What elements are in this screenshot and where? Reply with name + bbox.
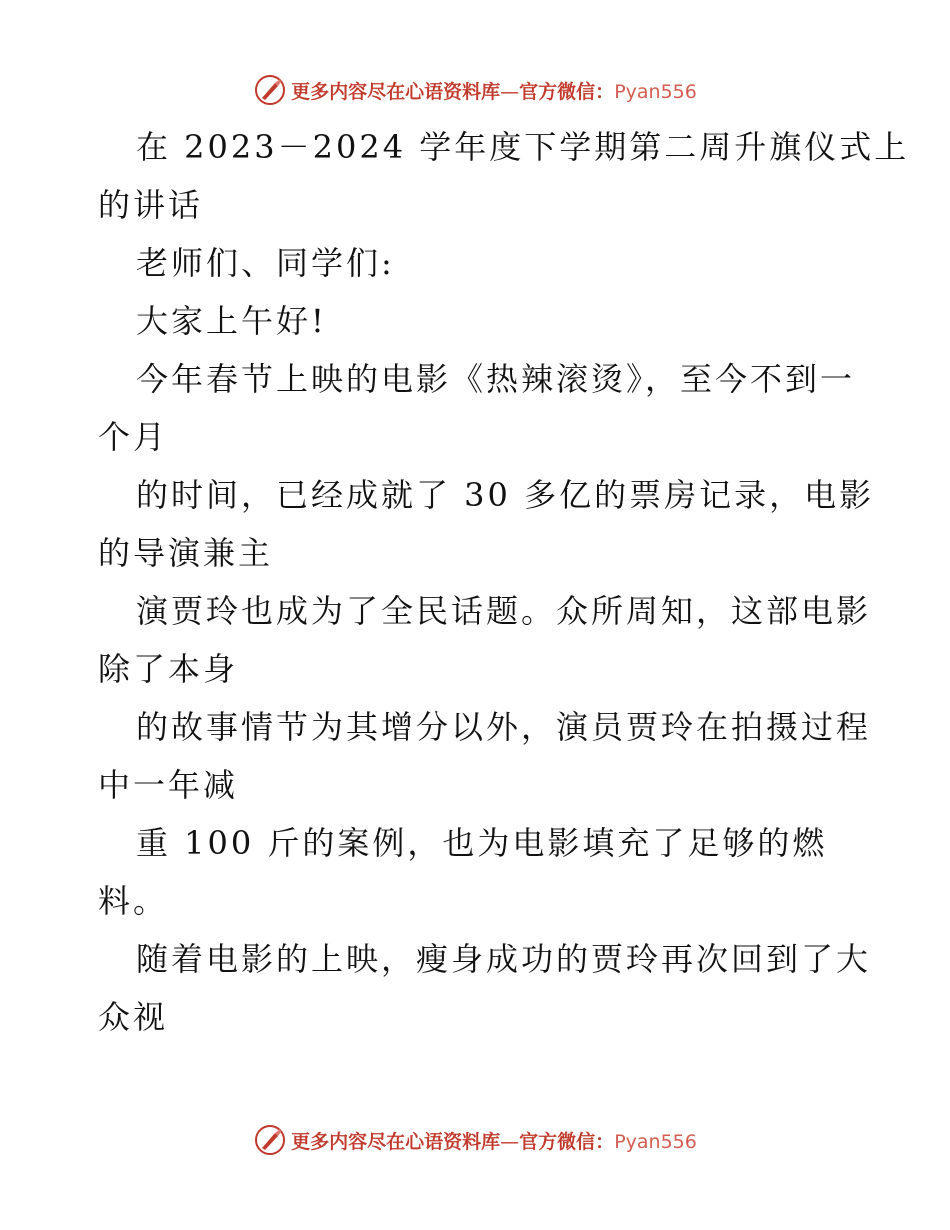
paragraph-line: 个月 xyxy=(98,418,169,456)
paragraph-line: 的时间，已经成就了 30 多亿的票房记录，电影 xyxy=(136,476,875,514)
banner-dash: — xyxy=(500,80,520,103)
paragraph-line: 料。 xyxy=(98,882,169,920)
paragraph-line: 中一年减 xyxy=(98,766,239,804)
paragraph-line: 众视 xyxy=(98,998,169,1036)
paragraph-line: 随着电影的上映，瘦身成功的贾玲再次回到了大 xyxy=(136,940,872,978)
paragraph-line: 重 100 斤的案例，也为电影填充了足够的燃 xyxy=(136,824,828,862)
title-line-1: 在 2023－2024 学年度下学期第二周升旗仪式上 xyxy=(136,128,910,166)
header-watermark-banner xyxy=(0,70,950,110)
document-body xyxy=(98,118,910,1046)
banner-main-text: 更多内容尽在心语资料库 xyxy=(291,1130,501,1153)
paragraph-line: 的导演兼主 xyxy=(98,534,274,572)
banner-wechat-id: Pyan556 xyxy=(614,1130,697,1153)
banner-main-text: 更多内容尽在心语资料库 xyxy=(291,80,501,103)
title-line-2: 的讲话 xyxy=(98,186,204,224)
banner-wechat-label: 官方微信： xyxy=(519,80,615,103)
banner-text xyxy=(291,77,697,104)
quill-pen-logo-icon xyxy=(253,73,287,107)
salutation-line: 老师们、同学们: xyxy=(136,244,395,282)
paragraph-line: 的故事情节为其增分以外，演员贾玲在拍摄过程 xyxy=(136,708,872,746)
banner-dash: — xyxy=(500,1130,520,1153)
footer-watermark-banner xyxy=(0,1120,950,1160)
banner-wechat-id: Pyan556 xyxy=(614,80,697,103)
banner-wechat-label: 官方微信： xyxy=(519,1130,615,1153)
paragraph-line: 演贾玲也成为了全民话题。众所周知，这部电影 xyxy=(136,592,872,630)
quill-pen-logo-icon xyxy=(253,1123,287,1157)
greeting-line: 大家上午好! xyxy=(136,302,327,340)
paragraph-line: 今年春节上映的电影《热辣滚烫》，至今不到一 xyxy=(136,360,856,398)
paragraph-line: 除了本身 xyxy=(98,650,239,688)
banner-text xyxy=(291,1127,697,1154)
